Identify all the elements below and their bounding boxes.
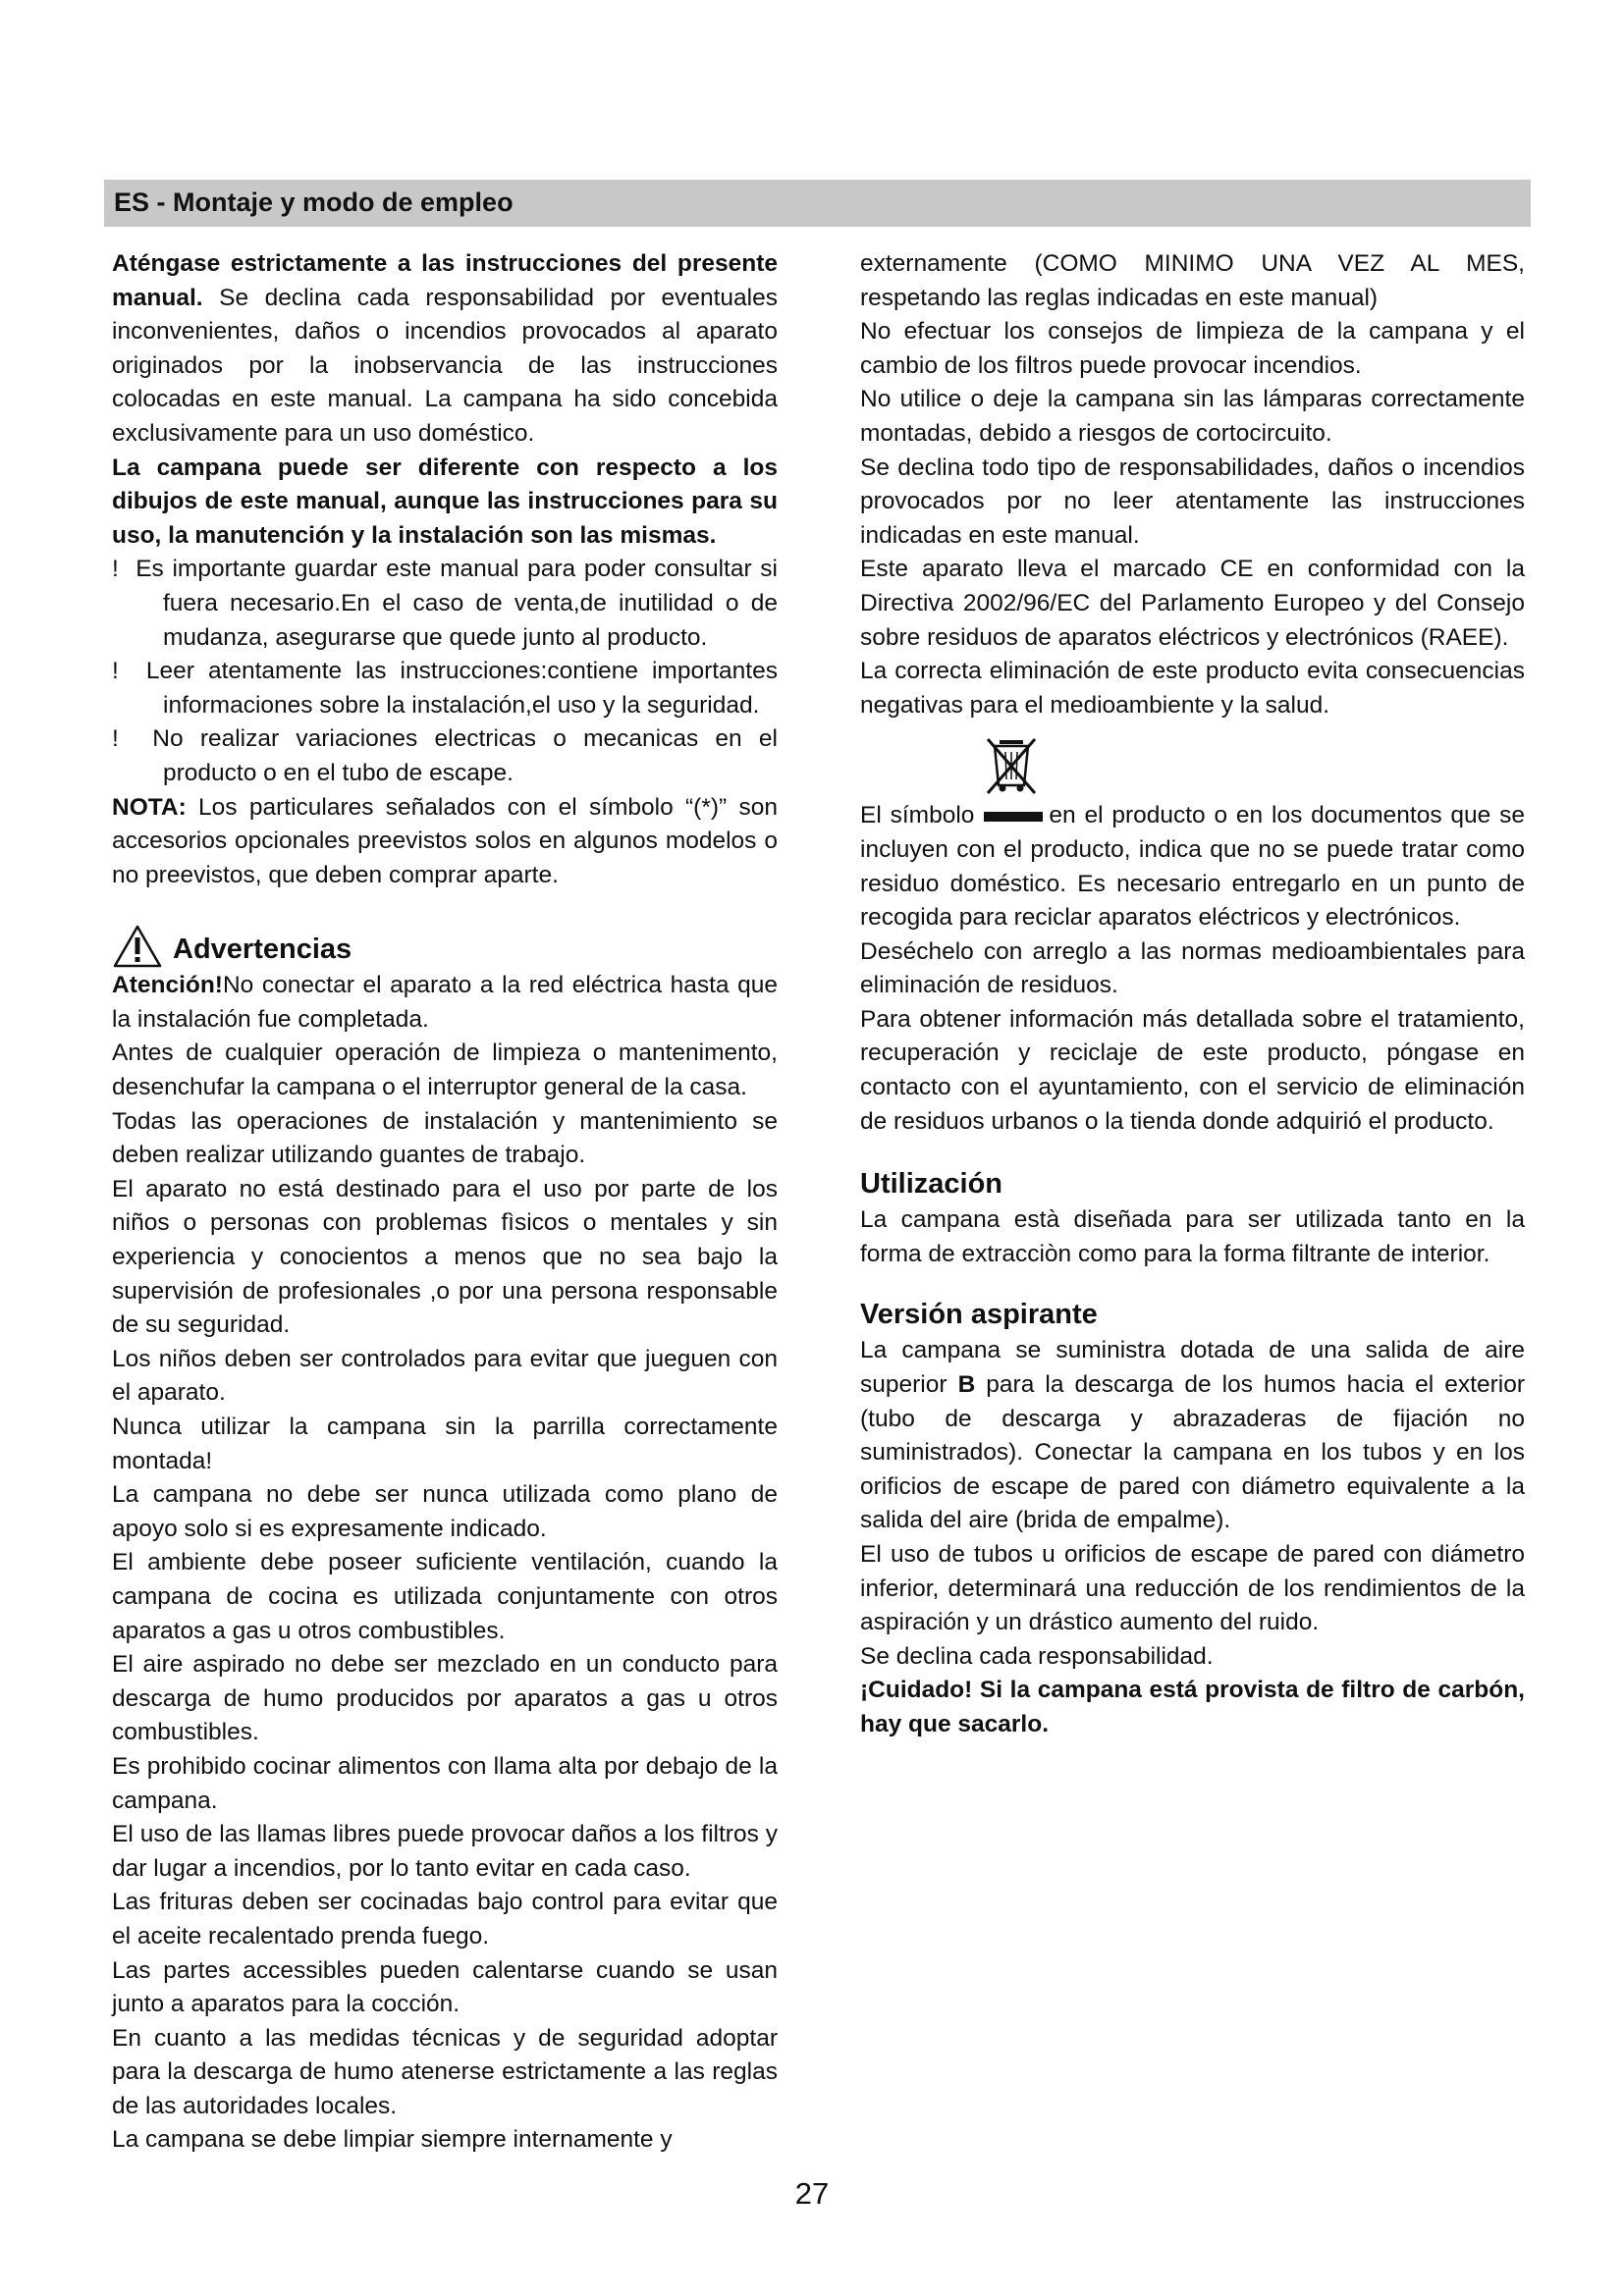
- warning-paragraph: Los niños deben ser controlados para evitar que jueguen con el aparato.: [112, 1345, 778, 1407]
- black-bar-symbol-icon: [984, 812, 1043, 822]
- warning-paragraph: En cuanto a las medidas técnicas y de seguridad adoptar para la descarga de humo atenerse estrictamente a las reglas de las autoridades locales.: [112, 2024, 778, 2119]
- warnings-title: Advertencias: [173, 934, 352, 966]
- warning-paragraph: El aire aspirado no debe ser mezclado en un conducto para descarga de humo producidos por aparatos a gas u otros combustibles.: [112, 1651, 778, 1746]
- warning-paragraph: Es prohibido cocinar alimentos con llama alta por debajo de la campana.: [112, 1752, 778, 1814]
- cuidado-note: ¡Cuidado! Si la campana está provista de filtro de carbón, hay que sacarlo.: [860, 1677, 1525, 1737]
- version-title: Versión aspirante: [860, 1299, 1098, 1331]
- info-paragraph: No utilice o deje la campana sin las lámparas correctamente montadas, debido a riesgos de cortocircuito.: [860, 386, 1525, 447]
- symbol-paragraph: El símbolo en el producto o en los documentos que se incluyen con el producto, indica que no se puede tratar como residuo doméstico. Es necesario entregarlo en un punto de recogida para reciclar aparatos eléctricos y electrónicos.: [860, 802, 1525, 932]
- weee-symbol-row: [860, 736, 1525, 799]
- atencion-paragraph: Atención!No conectar el aparato a la red eléctrica hasta que la instalación fue completada.: [112, 972, 778, 1033]
- warning-paragraph: El uso de las llamas libres puede provocar daños a los filtros y dar lugar a incendios, por lo tanto evitar en cada caso.: [112, 1821, 778, 1882]
- version-paragraph: El uso de tubos u orificios de escape de pared con diámetro inferior, determinará una reducción de los rendimientos de la aspiración y un drástico aumento del ruido.: [860, 1541, 1525, 1636]
- warnings-heading: [112, 918, 778, 969]
- warning-paragraph: La campana se debe limpiar siempre internamente y: [112, 2126, 673, 2154]
- crossed-bin-icon: [983, 736, 1040, 797]
- warning-paragraph: El aparato no está destinado para el uso por parte de los niños o personas con problemas fìsicos o mentales y sin experiencia y conocientos a menos que no sea bajo la supervisión de profesionales ,o por una persona responsable de su seguridad.: [112, 1175, 778, 1339]
- warning-paragraph: Antes de cualquier operación de limpieza o mantenimento, desenchufar la campana o el interruptor general de la casa.: [112, 1040, 778, 1101]
- warning-paragraph: Todas las operaciones de instalación y mantenimiento se deben realizar utilizando guantes de trabajo.: [112, 1107, 778, 1169]
- utilizacion-title: Utilización: [860, 1168, 1003, 1201]
- warning-paragraph: El ambiente debe poseer suficiente ventilación, cuando la campana de cocina es utilizada conjuntamente con otros aparatos a gas u otros combustibles.: [112, 1549, 778, 1644]
- warning-paragraph: Las frituras deben ser cocinadas bajo control para evitar que el aceite recalentado prenda fuego.: [112, 1889, 778, 1949]
- bullet-item: ! No realizar variaciones electricas o mecanicas en el producto o en el tubo de escape.: [112, 725, 778, 786]
- section-title: ES - Montaje y modo de empleo: [114, 187, 514, 217]
- section-header-bar: [104, 180, 1531, 227]
- design-notice: La campana puede ser diferente con respecto a los dibujos de este manual, aunque las instrucciones para su uso, la manutención y la instalación son las mismas.: [112, 454, 778, 549]
- info-paragraph: No efectuar los consejos de limpieza de la campana y el cambio de los filtros puede provocar incendios.: [860, 318, 1525, 379]
- info-paragraph: La correcta eliminación de este producto evita consecuencias negativas para el medioambiente y la salud.: [860, 658, 1525, 719]
- info-paragraph: externamente (COMO MINIMO UNA VEZ AL MES, respetando las reglas indicadas en este manual): [860, 250, 1525, 311]
- left-column: [112, 247, 778, 2158]
- version-paragraph: Se declina cada responsabilidad.: [860, 1642, 1214, 1670]
- bullet-item: ! Es importante guardar este manual para poder consultar si fuera necesario.En el caso de venta,de inutilidad o de mudanza, asegurarse que quede junto al producto.: [112, 556, 778, 651]
- info-paragraph: Se declina todo tipo de responsabilidades, daños o incendios provocados por no leer atentamente las instrucciones indicadas en este manual.: [860, 454, 1525, 549]
- page-number: 27: [794, 2176, 830, 2211]
- info-paragraph: Este aparato lleva el marcado CE en conformidad con la Directiva 2002/96/EC del Parlamento Europeo y del Consejo sobre residuos de aparatos eléctricos y electrónicos (RAEE).: [860, 556, 1525, 651]
- bullet-item: ! Leer atentamente las instrucciones:contiene importantes informaciones sobre la instalación,el uso y la seguridad.: [112, 658, 778, 719]
- info-paragraph: Deséchelo con arreglo a las normas medioambientales para eliminación de residuos.: [860, 937, 1525, 999]
- warning-paragraph: La campana no debe ser nunca utilizada como plano de apoyo solo si es expresamente indicado.: [112, 1481, 778, 1542]
- utilizacion-paragraph: La campana està diseñada para ser utilizada tanto en la forma de extracciòn como para la forma filtrante de interior.: [860, 1206, 1525, 1267]
- nota-paragraph: NOTA: Los particulares señalados con el símbolo “(*)” son accesorios opcionales preevistos solos en algunos modelos o no preevistos, que deben comprar aparte.: [112, 793, 778, 888]
- warning-paragraph: Nunca utilizar la campana sin la parrilla correctamente montada!: [112, 1414, 778, 1474]
- right-column: [860, 247, 1525, 1742]
- warning-paragraph: Las partes accessibles pueden calentarse cuando se usan junto a aparatos para la cocción.: [112, 1956, 778, 2018]
- version-paragraph: La campana se suministra dotada de una salida de aire superior B para la descarga de los humos hacia el exterior (tubo de descarga y abrazaderas de fijación no suministrados). Conectar la campana en los tubos y en los orificios de escape de pared con diámetro equivalente a la salida del aire (brida de empalme).: [860, 1337, 1525, 1534]
- intro-paragraph: Aténgase estrictamente a las instrucciones del presente manual. Se declina cada responsabilidad por eventuales inconvenientes, daños o incendios provocados al aparato originados por la inobservancia de las instrucciones colocadas en este manual. La campana ha sido concebida exclusivamente para un uso doméstico.: [112, 250, 778, 447]
- warning-triangle-icon: [112, 924, 163, 969]
- info-paragraph: Para obtener información más detallada sobre el tratamiento, recuperación y reciclaje de este producto, póngase en contacto con el ayuntamiento, con el servicio de eliminación de residuos urbanos o la tienda donde adquirió el producto.: [860, 1005, 1525, 1135]
